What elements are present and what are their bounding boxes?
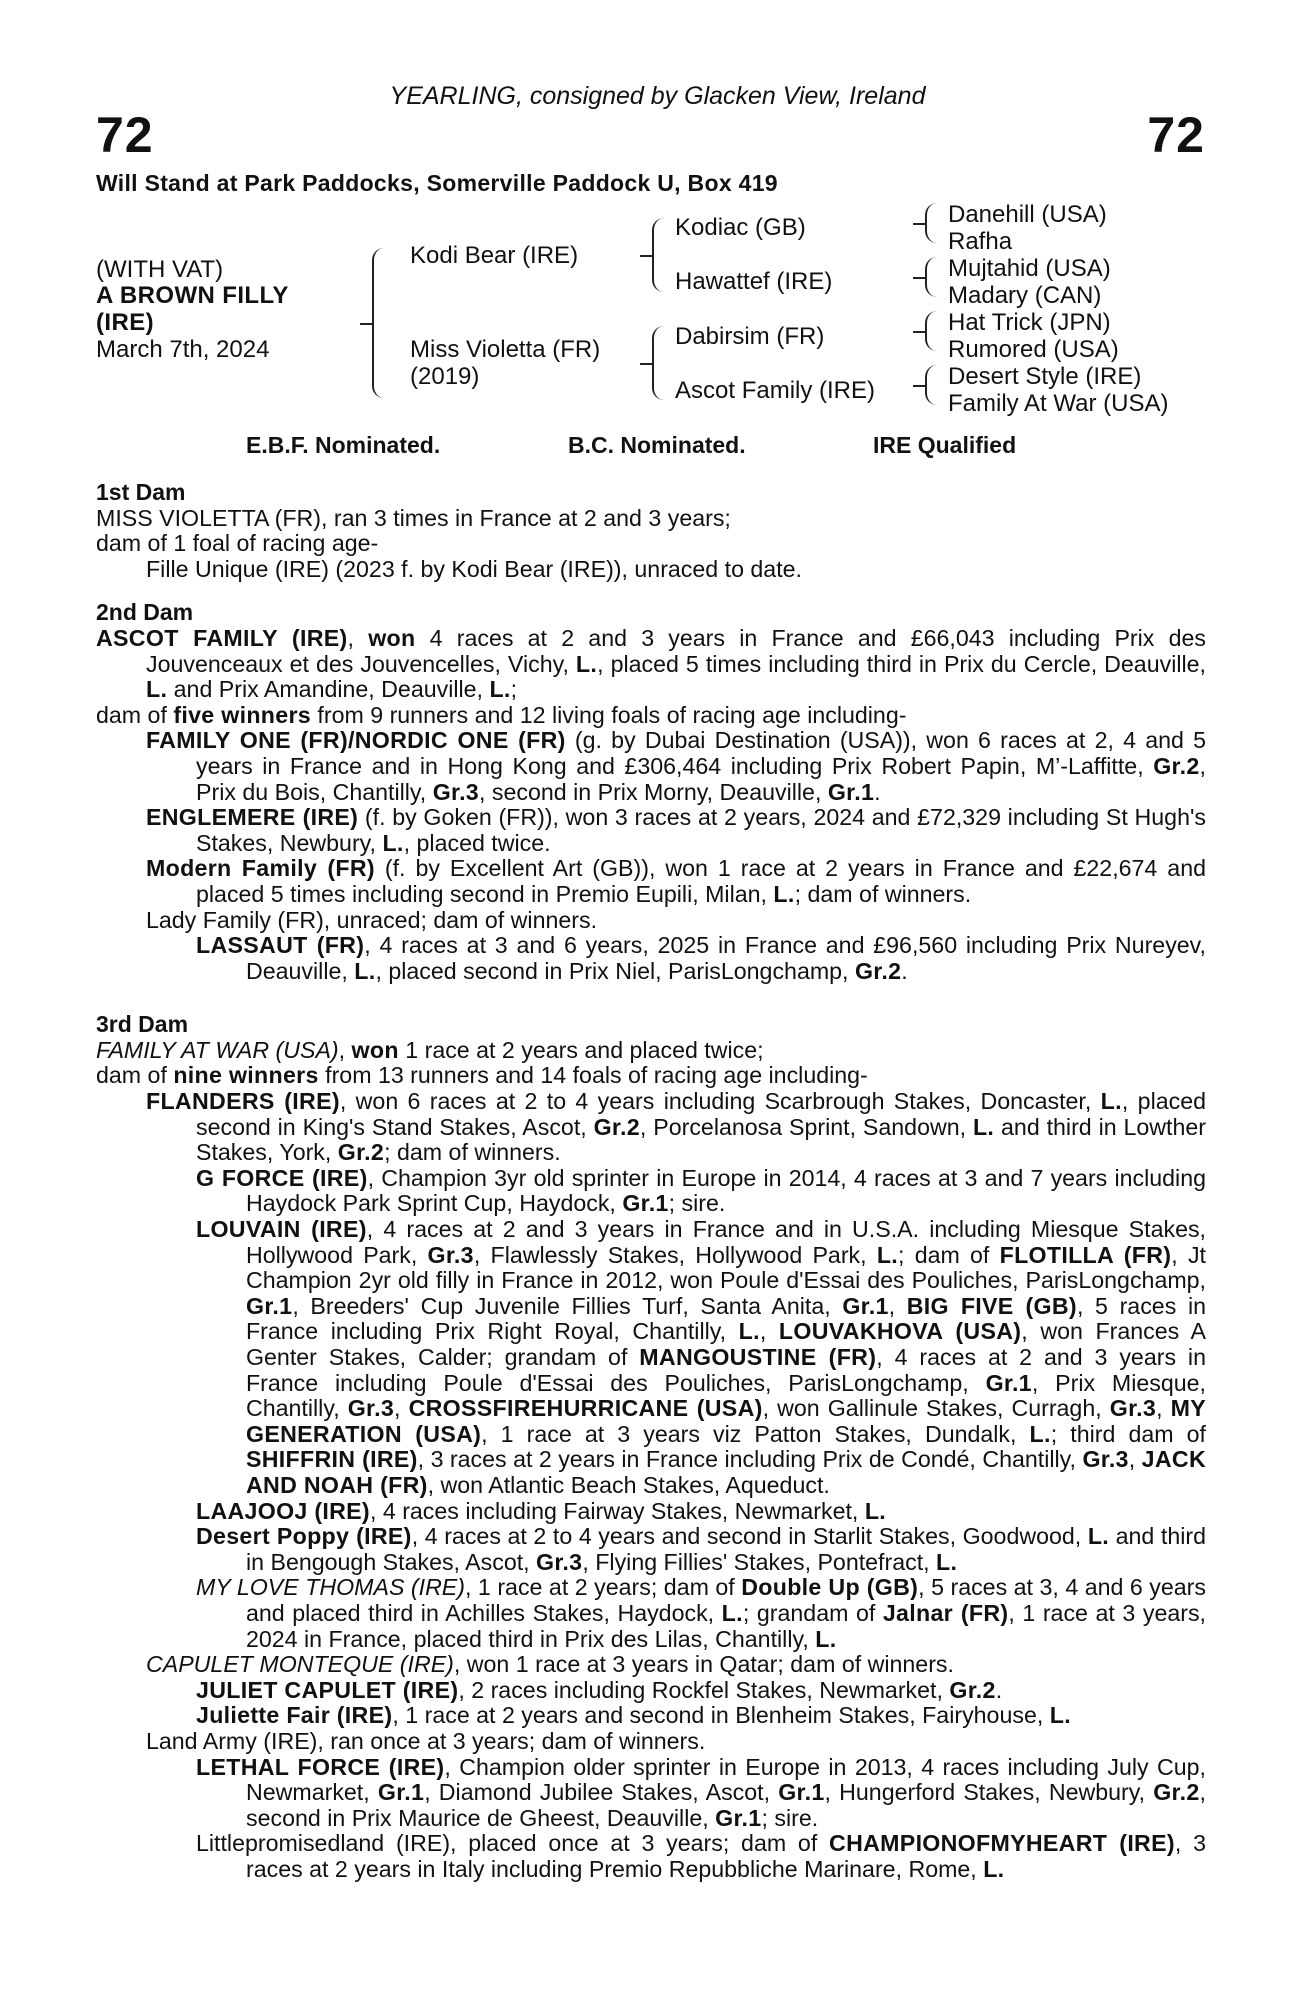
second-dam-record: ASCOT FAMILY (IRE), won 4 races at 2 and 3 years in France and £66,043 including Prix des Jouvenceaux et des Jouvencelles, Vichy, L., placed 5 times including third in Prix du Cercle, Deauville, L. and Prix Amandine, Deauville, L.; [96, 624, 1206, 703]
pedigree-notes [96, 480, 1206, 1882]
lot-number-left: 72 [96, 107, 154, 163]
grand-brace-1 [925, 203, 939, 243]
gg-sire-4: Desert Style (IRE) [948, 363, 1142, 390]
gg-sire-1: Danehill (USA) [948, 201, 1107, 228]
sire-dam: Hawattef (IRE) [675, 268, 833, 295]
produce-g-force: G FORCE (IRE), Champion 3yr old sprinter in Europe in 2014, 4 races at 3 and 7 years including Haydock Park Sprint Cup, Haydock, Gr.1; sire. [196, 1164, 1207, 1217]
second-dam-produce-summary: dam of five winners from 9 runners and 12 living foals of racing age including- [96, 701, 907, 728]
produce-laajooj: LAAJOOJ (IRE), 4 races including Fairway Stakes, Newmarket, L. [196, 1497, 887, 1524]
produce-littlepromisedland: Littlepromisedland (IRE), placed once at 3 years; dam of CHAMPIONOFMYHEART (IRE), 3 races at 2 years in Italy including Premio Repubbliche Marinare, Rome, L. [196, 1830, 1207, 1882]
first-dam-produce-intro: dam of 1 foal of racing age- [96, 530, 379, 557]
grand-brace-4 [925, 365, 939, 405]
produce-lady-family: Lady Family (FR), unraced; dam of winners. [146, 906, 598, 933]
sire-name: Kodi Bear (IRE) [410, 242, 579, 269]
horse-breeding-country: (IRE) [96, 309, 154, 336]
grand-brace-3 [925, 311, 939, 351]
sire-brace [652, 218, 666, 292]
gg-dam-2: Madary (CAN) [948, 282, 1102, 309]
pedigree-brace [372, 248, 386, 398]
consignor-subtitle: YEARLING, consigned by Glacken View, Ireland [389, 82, 926, 110]
produce-modern-family: Modern Family (FR) (f. by Excellent Art (GB)), won 1 race at 2 years in France and £22,674 and placed 5 times including second in Premio Eupili, Milan, L.; dam of winners. [146, 855, 1206, 907]
foaling-date: March 7th, 2024 [96, 336, 270, 363]
gg-dam-3: Rumored (USA) [948, 336, 1119, 363]
dam-name: Miss Violetta (FR) [410, 336, 601, 363]
gg-dam-4: Family At War (USA) [948, 390, 1169, 417]
produce-my-love-thomas: MY LOVE THOMAS (IRE), 1 race at 2 years; dam of Double Up (GB), 5 races at 3, 4 and 6 years and placed third in Achilles Stakes, Haydock, L.; grandam of Jalnar (FR), 1 race at 3 years, 2024 in France, placed third in Prix des Lilas, Chantilly, L. [196, 1574, 1206, 1652]
produce-flanders: FLANDERS (IRE), won 6 races at 2 to 4 years including Scarbrough Stakes, Doncaster, L., placed second in King's Stand Stakes, Ascot, Gr.2, Porcelanosa Sprint, Sandown, L. and third in Lowther Stakes, York, Gr.2; dam of winners. [146, 1088, 1207, 1166]
gg-sire-3: Hat Trick (JPN) [948, 309, 1111, 336]
produce-lethal-force: LETHAL FORCE (IRE), Champion older sprinter in Europe in 2013, 4 races including July Cup, Newmarket, Gr.1, Diamond Jubilee Stakes, Ascot, Gr.1, Hungerford Stakes, Newbury, Gr.2, second in Prix Maurice de Gheest, Deauville, Gr.1; sire. [196, 1753, 1206, 1831]
produce-louvain: LOUVAIN (IRE), 4 races at 2 and 3 years in France and in U.S.A. including Miesque Stakes, Hollywood Park, Gr.3, Flawlessly Stakes, Hollywood Park, L.; dam of FLOTILLA (FR), Jt Champion 2yr old filly in France in 2012, won Poule d'Essai des Pouliches, ParisLongchamp, Gr.1, Breeders' Cup Juvenile Fillies Turf, Santa Anita, Gr.1, BIG FIVE (GB), 5 races in France including Prix Right Royal, Chantilly, L., LOUVAKHOVA (USA), won Frances A Genter Stakes, Calder; grandam of MANGOUSTINE (FR), 4 races at 2 and 3 years in France including Poule d'Essai des Pouliches, ParisLongchamp, Gr.1, Prix Miesque, Chantilly, Gr.3, CROSSFIREHURRICANE (USA), won Gallinule Stakes, Curragh, Gr.3, MY GENERATION (USA), 1 race at 3 years viz Patton Stakes, Dundalk, L.; third dam of SHIFFRIN (IRE), 3 races at 2 years in France including Prix de Condé, Chantilly, Gr.3, JACK AND NOAH (FR), won Atlantic Beach Stakes, Aqueduct. [196, 1216, 1207, 1498]
ire-qualified: IRE Qualified [873, 432, 1017, 458]
produce-juliette-fair: Juliette Fair (IRE), 1 race at 2 years and second in Blenheim Stakes, Fairyhouse, L. [196, 1702, 1071, 1729]
produce-lassaut: LASSAUT (FR), 4 races at 3 and 6 years, 2025 in France and £96,560 including Prix Nureyev, Deauville, L., placed second in Prix Niel, ParisLongchamp, Gr.2. [196, 932, 1206, 984]
produce-capulet-monteque: CAPULET MONTEQUE (IRE), won 1 race at 3 years in Qatar; dam of winners. [146, 1651, 954, 1678]
vat-note: (WITH VAT) [96, 256, 224, 283]
dam-brace [652, 326, 666, 400]
lot-number-right: 72 [1147, 107, 1205, 163]
produce-englemere: ENGLEMERE (IRE) (f. by Goken (FR)), won 3 races at 2 years, 2024 and £72,329 including St Hugh's Stakes, Newbury, L., placed twice. [146, 804, 1206, 856]
bc-nomination: B.C. Nominated. [568, 432, 746, 458]
third-dam-record: FAMILY AT WAR (USA), won 1 race at 2 years and placed twice; [96, 1036, 764, 1063]
ebf-nomination: E.B.F. Nominated. [246, 432, 441, 458]
third-dam-produce-summary: dam of nine winners from 13 runners and 14 foals of racing age including- [96, 1062, 868, 1089]
gg-sire-2: Mujtahid (USA) [948, 255, 1111, 282]
grand-brace-2 [925, 257, 939, 297]
produce-family-one: FAMILY ONE (FR)/NORDIC ONE (FR) (g. by Dubai Destination (USA)), won 6 races at 2, 4 and 5 years in France and in Hong Kong and £306,464 including Prix Robert Papin, M’-Laffitte, Gr.2, Prix du Bois, Chantilly, Gr.3, second in Prix Morny, Deauville, Gr.1. [146, 727, 1206, 805]
second-dam-heading: 2nd Dam [96, 599, 194, 626]
produce-land-army: Land Army (IRE), ran once at 3 years; dam of winners. [146, 1727, 706, 1754]
sire-sire: Kodiac (GB) [675, 214, 806, 241]
gg-dam-1: Rafha [948, 228, 1013, 255]
produce-juliet-capulet: JULIET CAPULET (IRE), 2 races including Rockfel Stakes, Newmarket, Gr.2. [196, 1676, 1003, 1703]
third-dam-heading: 3rd Dam [96, 1011, 189, 1038]
dam-foal-year: (2019) [410, 363, 480, 390]
dam-sire: Dabirsim (FR) [675, 323, 825, 350]
dam-dam: Ascot Family (IRE) [675, 377, 876, 404]
horse-description: A BROWN FILLY [96, 282, 289, 309]
first-dam-heading: 1st Dam [96, 479, 186, 505]
first-dam-line: MISS VIOLETTA (FR), ran 3 times in France at 2 and 3 years; [96, 504, 731, 531]
first-dam-foal: Fille Unique (IRE) (2023 f. by Kodi Bear (IRE)), unraced to date. [146, 555, 802, 582]
produce-desert-poppy: Desert Poppy (IRE), 4 races at 2 to 4 years and second in Starlit Stakes, Goodwood, L. and third in Bengough Stakes, Ascot, Gr.3, Flying Fillies' Stakes, Pontefract, L. [196, 1523, 1206, 1575]
stand-location: Will Stand at Park Paddocks, Somerville Paddock U, Box 419 [96, 170, 778, 196]
